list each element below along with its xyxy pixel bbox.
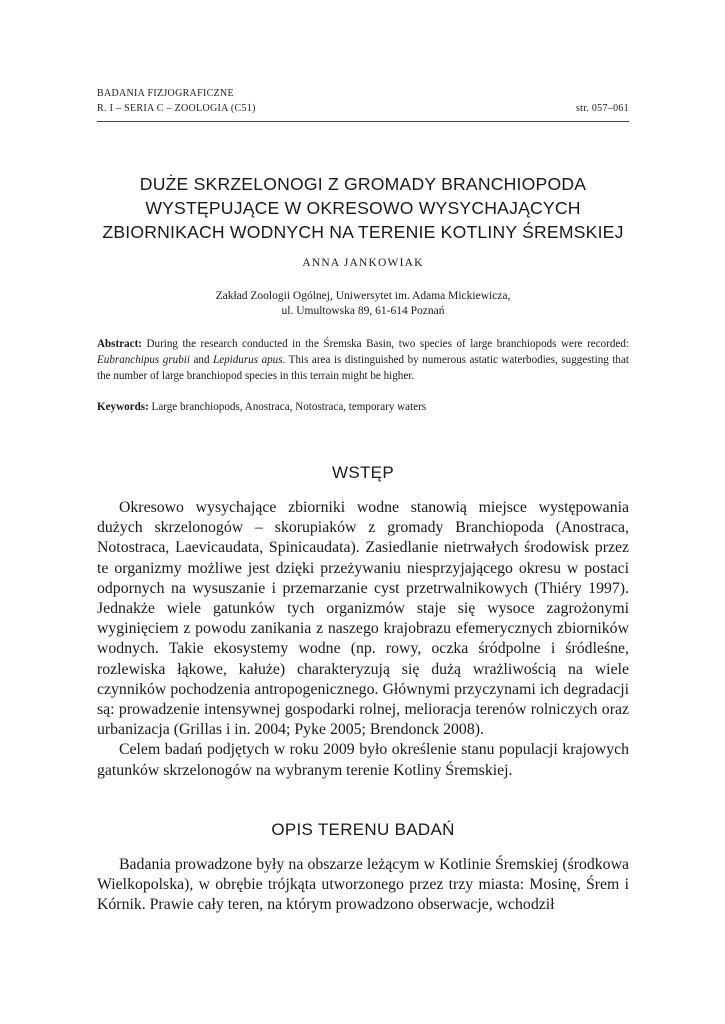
article-title xyxy=(97,172,629,244)
paragraph: Okresowo wysychające zbiorniki wodne stanowią miejsce występowania dużych skrzelonogów – skorupiaków z gromady Branchiopoda (Anostraca, Notostraca, Laevicaudata, Spinicaudata). Zasiedlanie nietrwałych środowisk przez te organizmy możliwe jest dzięki przeżywaniu niesprzyjającego okresu w postaci odpornych na wysuszanie i przemarzanie cyst przetrwalnikowych (Thiéry 1997). Jednakże wiele gatunków tych organizmów staje się wysoce zagrożonymi wyginięciem z powodu zanikania z naszego krajobrazu efemerycznych zbiorników wodnych. Takie ekosystemy wodne (np. rowy, oczka śródpolne i śródleśne, rozlewiska łąkowe, kałuże) charakteryzują się dużą wrażliwością na wiele czynników pochodzenia antropogenicznego. Głównymi przyczynami ich degradacji są: prowadzenie intensywnej gospodarki rolnej, melioracja terenów rolniczych oraz urbanizacja (Grillas i in. 2004; Pyke 2005; Brendonck 2008). xyxy=(97,499,629,739)
title-line-3: ZBIORNIKACH WODNYCH NA TERENIE KOTLINY ŚREMSKIEJ xyxy=(102,222,624,242)
species-2: Lepidurus apus xyxy=(213,353,283,366)
section-1-body xyxy=(97,498,629,781)
affiliation-line-2: ul. Umultowska 89, 61-614 Poznań xyxy=(281,305,445,317)
section-heading-wstep: WSTĘP xyxy=(332,463,394,482)
affiliation xyxy=(97,289,629,319)
header-rule xyxy=(97,121,629,122)
title-line-2: WYSTĘPUJĄCE W OKRESOWO WYSYCHAJĄCYCH xyxy=(145,198,581,218)
affiliation-line-1: Zakład Zoologii Ogólnej, Uniwersytet im. Adama Mickiewicza, xyxy=(215,290,511,302)
page-range: str. 057–061 xyxy=(575,103,629,114)
section-heading-opis: OPIS TERENU BADAŃ xyxy=(271,820,455,839)
running-head xyxy=(97,86,629,116)
abstract xyxy=(97,337,629,384)
abstract-text-2: . This area is distinguished by numerous astatic waterbodies, suggesting that the number of large branchiopod species in this terrain might be higher. xyxy=(97,353,629,382)
title-line-1: DUŻE SKRZELONOGI Z GROMADY BRANCHIOPODA xyxy=(139,174,587,194)
section-2-body xyxy=(97,855,629,916)
paragraph: Celem badań podjętych w roku 2009 było określenie stanu populacji krajowych gatunków skrzelonogów na wybranym terenie Kotliny Śremskiej. xyxy=(97,741,629,779)
keywords xyxy=(97,400,629,415)
paragraph: Badania prowadzone były na obszarze leżącym w Kotlinie Śremskiej (środkowa Wielkopolska), w obrębie trójkąta utworzonego przez trzy miasta: Mosinę, Śrem i Kórnik. Prawie cały teren, na którym prowadzono obserwacje, wchodził xyxy=(97,856,629,914)
author-name: ANNA JANKOWIAK xyxy=(302,257,424,269)
journal-name: BADANIA FIZJOGRAFICZNE xyxy=(97,88,234,99)
abstract-and: and xyxy=(189,353,214,366)
abstract-text-1: During the research conducted in the Śremska Basin, two species of large branchiopods were recorded: xyxy=(141,338,629,350)
keywords-text: Large branchiopods, Anostraca, Notostraca, temporary waters xyxy=(148,401,427,413)
species-1: Eubranchipus grubii xyxy=(97,353,190,366)
keywords-label: Keywords: xyxy=(97,401,149,413)
series-label: R. I – SERIA C – ZOOLOGIA (C51) xyxy=(97,103,256,114)
series-row xyxy=(97,101,629,116)
abstract-label: Abstract: xyxy=(97,338,142,350)
